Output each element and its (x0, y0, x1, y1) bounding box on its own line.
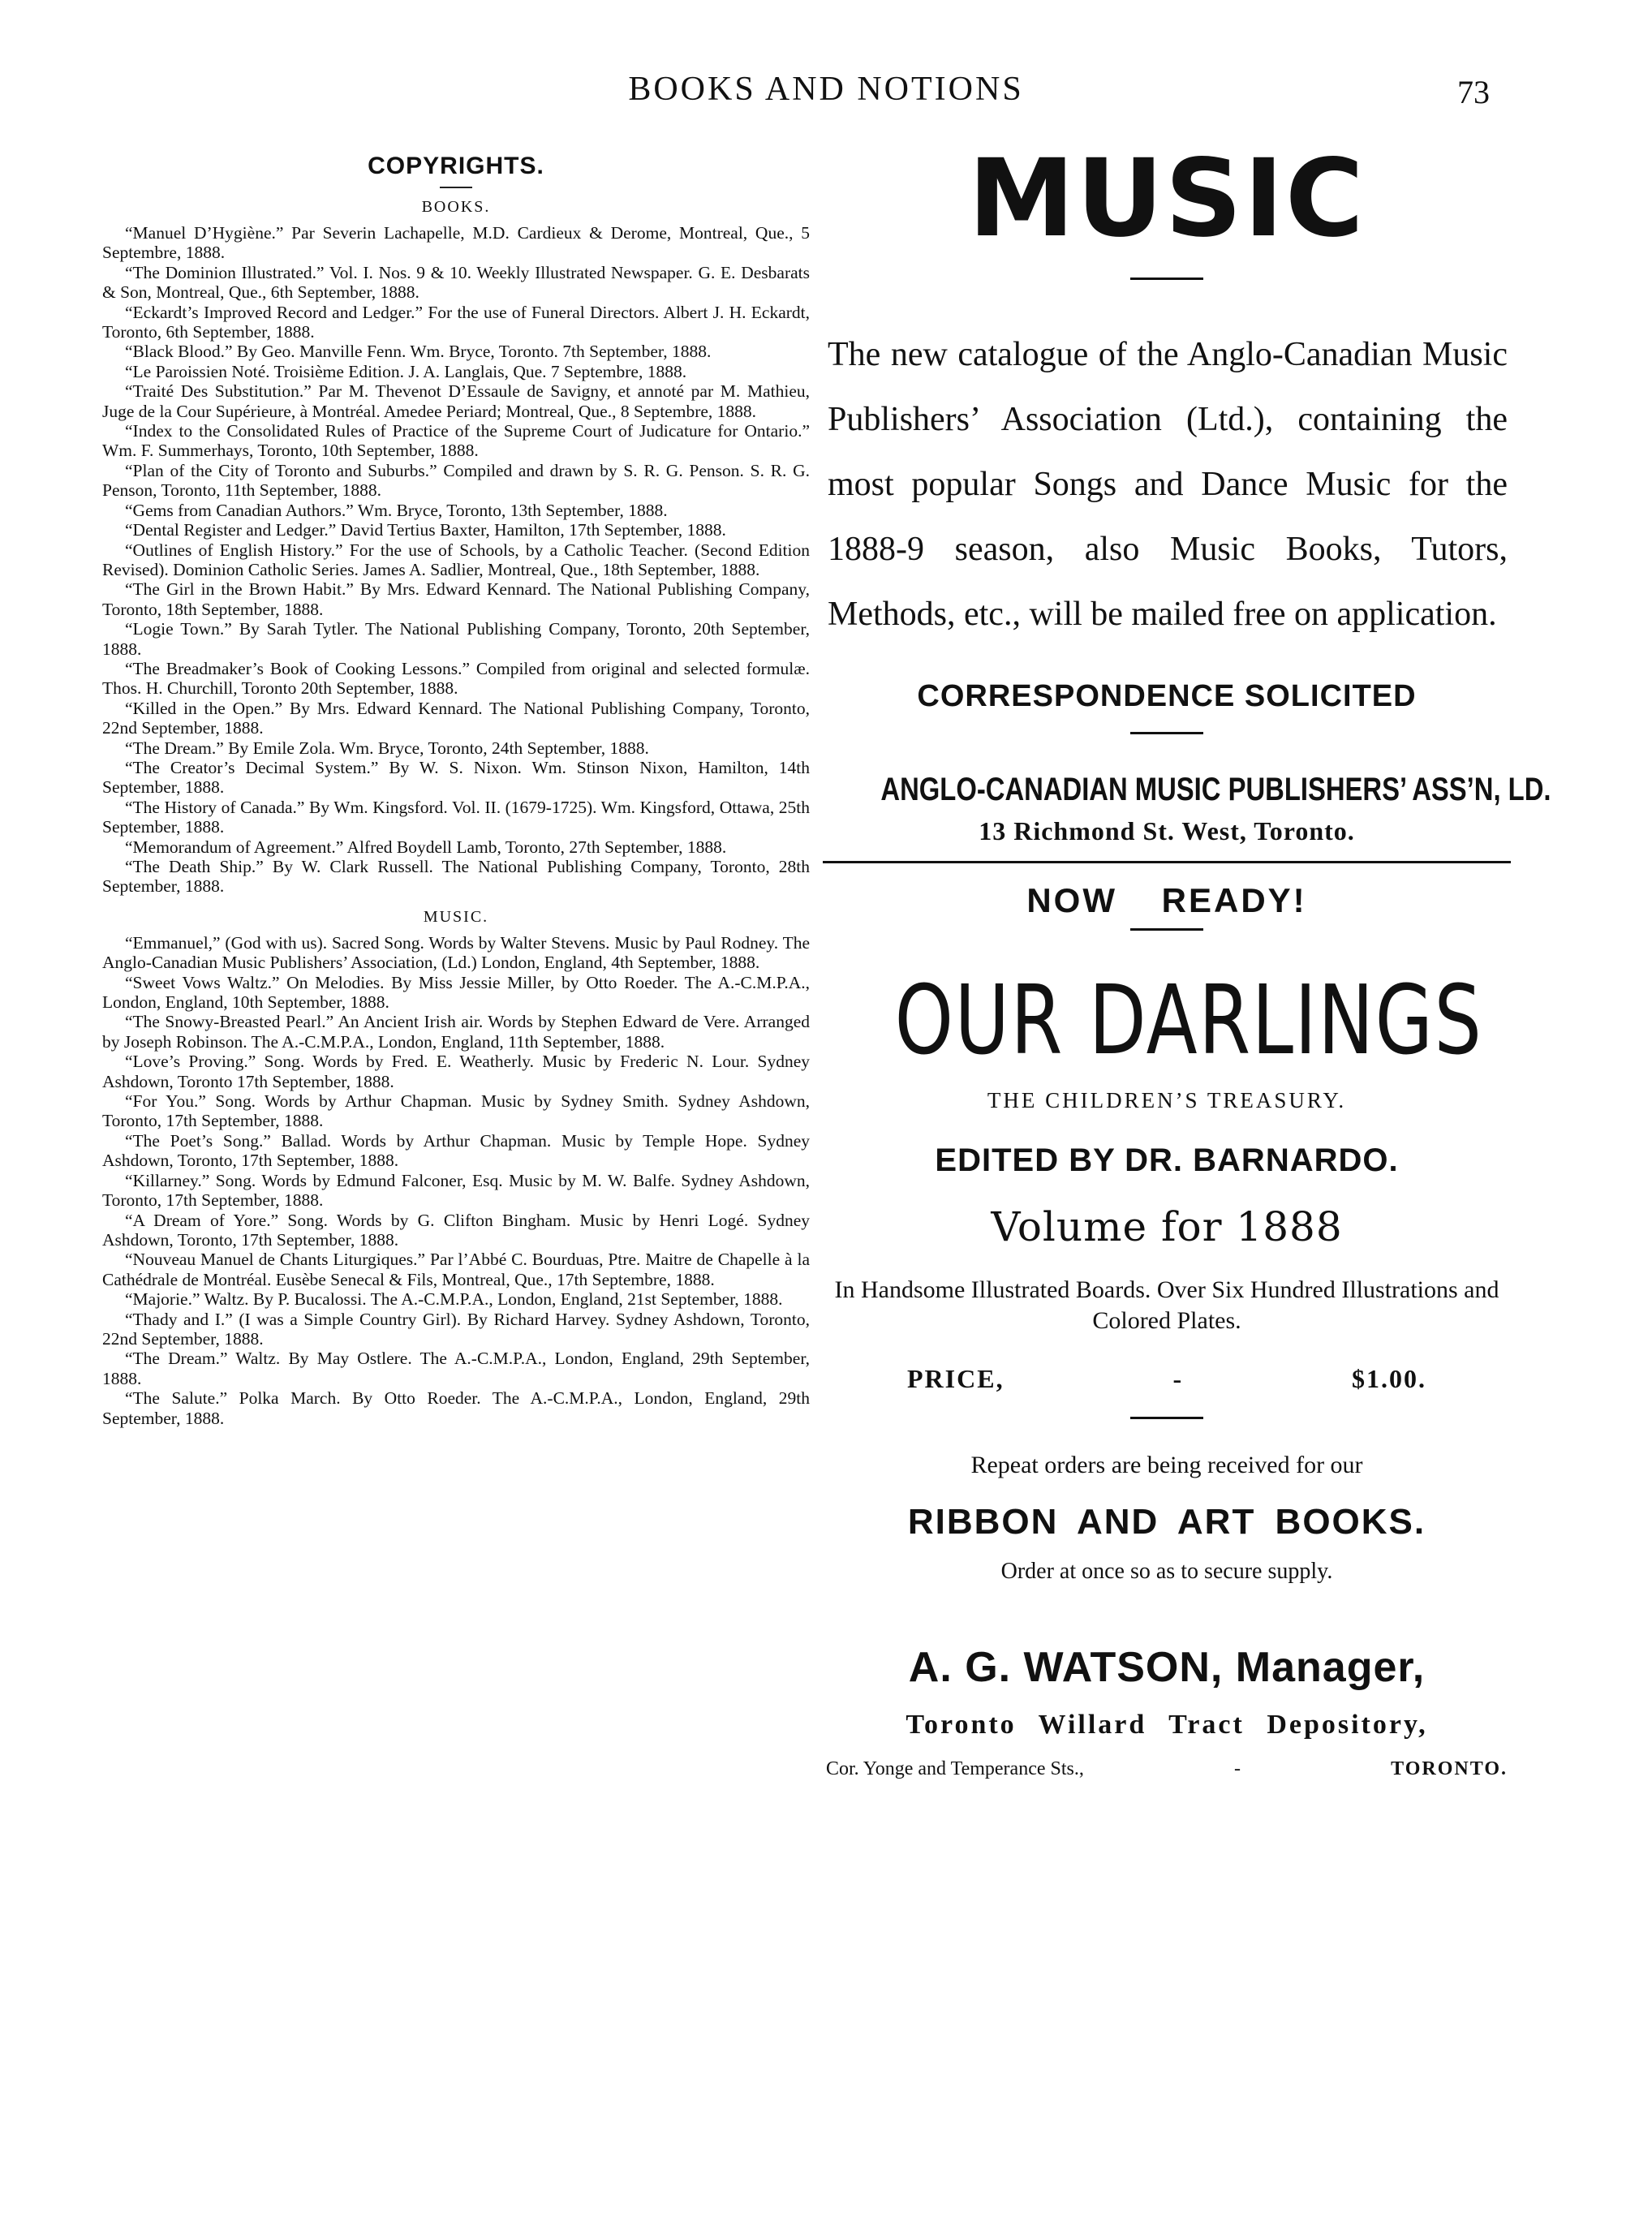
copyright-entry: “The Dominion Illustrated.” Vol. I. Nos. 9 & 10. Weekly Illustrated Newspaper. G. E. Desbarats & Son, Montreal, Que., 6th September, 1888. (102, 262, 810, 303)
books-subheading: BOOKS. (421, 198, 491, 216)
divider (440, 187, 472, 188)
copyright-entry: “Majorie.” Waltz. By P. Bucalossi. The A.-C.M.P.A., London, England, 21st September, 1888. (125, 1289, 783, 1310)
copyright-entry: “The Girl in the Brown Habit.” By Mrs. Edward Kennard. The National Publishing Company, Toronto, 18th September, 1888. (102, 579, 810, 619)
copyright-entry: “Killarney.” Song. Words by Edmund Falconer, Esq. Music by M. W. Balfe. Sydney Ashdown, Toronto, 17th September, 1888. (102, 1170, 810, 1211)
copyright-entry: “The Dream.” By Emile Zola. Wm. Bryce, Toronto, 24th September, 1888. (125, 738, 649, 758)
copyright-entry: “Eckardt’s Improved Record and Ledger.” For the use of Funeral Directors. Albert J. H. Eckardt, Toronto, 6th September, 1888. (102, 302, 810, 342)
copyright-entry: “The History of Canada.” By Wm. Kingsford. Vol. II. (1679-1725). Wm. Kingsford, Ottawa, 25th September, 1888. (102, 797, 810, 837)
books-list (102, 223, 810, 897)
address-row (826, 1758, 1508, 1780)
depository-name: Toronto Willard Tract Depository, (906, 1710, 1428, 1740)
copyright-entry: “The Snowy-Breasted Pearl.” An Ancient Irish air. Words by Stephen Edward de Vere. Arranged by Joseph Robinson. The A.-C.M.P.A., London, England, 11th September, 1888. (102, 1012, 810, 1052)
advertisement-column (818, 136, 1551, 1780)
copyright-entry: “Le Paroissien Noté. Troisième Edition. J. A. Langlais, Que. 7 Septembre, 1888. (125, 361, 687, 381)
book-title: OUR DARLINGS (894, 964, 1483, 1076)
volume-line: Volume for 1888 (991, 1203, 1343, 1250)
correspondence-line: CORRESPONDENCE SOLICITED (917, 679, 1417, 713)
copyright-entry: “The Breadmaker’s Book of Cooking Lessons.” Compiled from original and selected formulæ. Thos. H. Churchill, Toronto 20th September, 1888. (102, 658, 810, 699)
music-ad-title: MUSIC (968, 136, 1366, 261)
editor-line: EDITED BY DR. BARNARDO. (935, 1142, 1399, 1178)
page-number: 73 (1457, 74, 1490, 110)
running-header: BOOKS AND NOTIONS (628, 71, 1024, 108)
copyright-entry: “Logie Town.” By Sarah Tytler. The National Publishing Company, Toronto, 20th September, 1888. (102, 619, 810, 659)
price-label: PRICE, (907, 1364, 1005, 1393)
copyright-entry: “A Dream of Yore.” Song. Words by G. Clifton Bingham. Music by Henri Logé. Sydney Ashdown, Toronto, 17th September, 1888. (102, 1210, 810, 1250)
book-description: In Handsome Illustrated Boards. Over Six Hundred Illustrations and Colored Plates. (834, 1276, 1499, 1334)
copyright-entry: “Gems from Canadian Authors.” Wm. Bryce, Toronto, 13th September, 1888. (125, 500, 668, 520)
divider (1130, 928, 1203, 931)
copyright-entry: “The Salute.” Polka March. By Otto Roeder. The A.-C.M.P.A., London, England, 29th September, 1888. (102, 1388, 810, 1428)
copyright-entry: “Emmanuel,” (God with us). Sacred Song. Words by Walter Stevens. Music by Paul Rodney. The Anglo-Canadian Music Publishers’ Association, (Ld.) London, England, 4th September, 1888. (102, 932, 810, 973)
copyright-entry: “Outlines of English History.” For the use of Schools, by a Catholic Teacher. (Second Edition Revised). Dominion Catholic Series. James A. Sadlier, Montreal, Que., 18th September, 1888. (102, 540, 810, 579)
section-rule (823, 861, 1511, 863)
price-dash: - (1172, 1364, 1184, 1393)
copyright-entry: “The Poet’s Song.” Ballad. Words by Arthur Chapman. Music by Temple Hope. Sydney Ashdown, Toronto, 17th September, 1888. (102, 1130, 810, 1171)
address-dash: - (1234, 1758, 1241, 1779)
price-row (907, 1364, 1426, 1394)
city-name: TORONTO. (1391, 1758, 1508, 1779)
copyright-entry: “Dental Register and Ledger.” David Tertius Baxter, Hamilton, 17th September, 1888. (125, 520, 726, 540)
copyright-entry: “The Death Ship.” By W. Clark Russell. The National Publishing Company, Toronto, 28th September, 1888. (102, 857, 810, 897)
repeat-orders-note: Repeat orders are being received for our (970, 1452, 1363, 1478)
copyright-entry: “Manuel D’Hygiène.” Par Severin Lachapelle, M.D. Cardieux & Derome, Montreal, Que., 5 Septembre, 1888. (102, 223, 810, 263)
catalogue-announcement: The new catalogue of the Anglo-Canadian Music Publishers’ Association (Ltd.), containing the most popular Songs and Dance Music for the 1888-9 season, also Music Books, Tutors, Methods, etc., will be mailed free on application. (828, 336, 1508, 633)
copyright-entry: “Traité Des Substitution.” Par M. Thevenot D’Essaule de Savigny, et annoté par M. Mathieu, Juge de la Cour Supérieure, à Montréal. Amedee Periard; Montreal, Que., 8 Septembre, 1888. (102, 381, 810, 421)
divider (1130, 732, 1203, 734)
music-subheading: MUSIC. (423, 907, 489, 926)
copyright-entry: “Black Blood.” By Geo. Manville Fenn. Wm. Bryce, Toronto. 7th September, 1888. (125, 342, 712, 362)
manager-name: A. G. WATSON, Manager, (908, 1644, 1426, 1691)
music-list (102, 933, 810, 1428)
price-value: $1.00. (1352, 1364, 1426, 1393)
association-address: 13 Richmond St. West, Toronto. (979, 816, 1355, 845)
street-corner: Cor. Yonge and Temperance Sts., (826, 1758, 1084, 1779)
copyrights-heading: COPYRIGHTS. (368, 153, 544, 179)
copyright-entry: “Plan of the City of Toronto and Suburbs.” Compiled and drawn by S. R. G. Penson. S. R. G. Penson, Toronto, 11th September, 1888. (102, 460, 810, 501)
association-name: ANGLO-CANADIAN MUSIC PUBLISHERS’ ASS’N, LD. (880, 772, 1551, 807)
book-subtitle: THE CHILDREN’S TREASURY. (987, 1088, 1347, 1112)
divider (1130, 1417, 1203, 1419)
copyrights-column (102, 153, 810, 1428)
copyright-entry: “Killed in the Open.” By Mrs. Edward Kennard. The National Publishing Company, Toronto, 22nd September, 1888. (102, 698, 810, 738)
copyright-entry: “For You.” Song. Words by Arthur Chapman. Music by Sydney Smith. Sydney Ashdown, Toronto, 17th September, 1888. (102, 1091, 810, 1131)
copyright-entry: “Nouveau Manuel de Chants Liturgiques.” Par l’Abbé C. Bourduas, Ptre. Maitre de Chapelle à la Cathédrale de Montréal. Eusèbe Senecal & Fils, Montreal, Que., 17th Septembre, 1888. (102, 1250, 810, 1289)
copyright-entry: “Sweet Vows Waltz.” On Melodies. By Miss Jessie Miller, by Otto Roeder. The A.-C.M.P.A., London, England, 10th September, 1888. (102, 972, 810, 1013)
copyright-entry: “Thady and I.” (I was a Simple Country Girl). By Richard Harvey. Sydney Ashdown, Toronto, 22nd September, 1888. (102, 1309, 810, 1349)
divider (1130, 278, 1203, 280)
copyright-entry: “Memorandum of Agreement.” Alfred Boydell Lamb, Toronto, 27th September, 1888. (125, 837, 727, 857)
copyright-entry: “The Dream.” Waltz. By May Ostlere. The A.-C.M.P.A., London, England, 29th September, 1888. (102, 1349, 810, 1388)
copyright-entry: “Love’s Proving.” Song. Words by Fred. E. Weatherly. Music by Frederic N. Lour. Sydney Ashdown, Toronto 17th September, 1888. (102, 1052, 810, 1091)
copyright-entry: “Index to the Consolidated Rules of Practice of the Supreme Court of Judicature for Ontario.” Wm. F. Summerhays, Toronto, 10th September, 1888. (102, 421, 810, 461)
ribbon-art-books: RIBBON AND ART BOOKS. (907, 1502, 1426, 1542)
copyright-entry: “The Creator’s Decimal System.” By W. S. Nixon. Wm. Stinson Nixon, Hamilton, 14th September, 1888. (102, 757, 810, 798)
order-note: Order at once so as to secure supply. (1000, 1559, 1333, 1584)
now-ready-heading: NOW READY! (1026, 881, 1307, 919)
